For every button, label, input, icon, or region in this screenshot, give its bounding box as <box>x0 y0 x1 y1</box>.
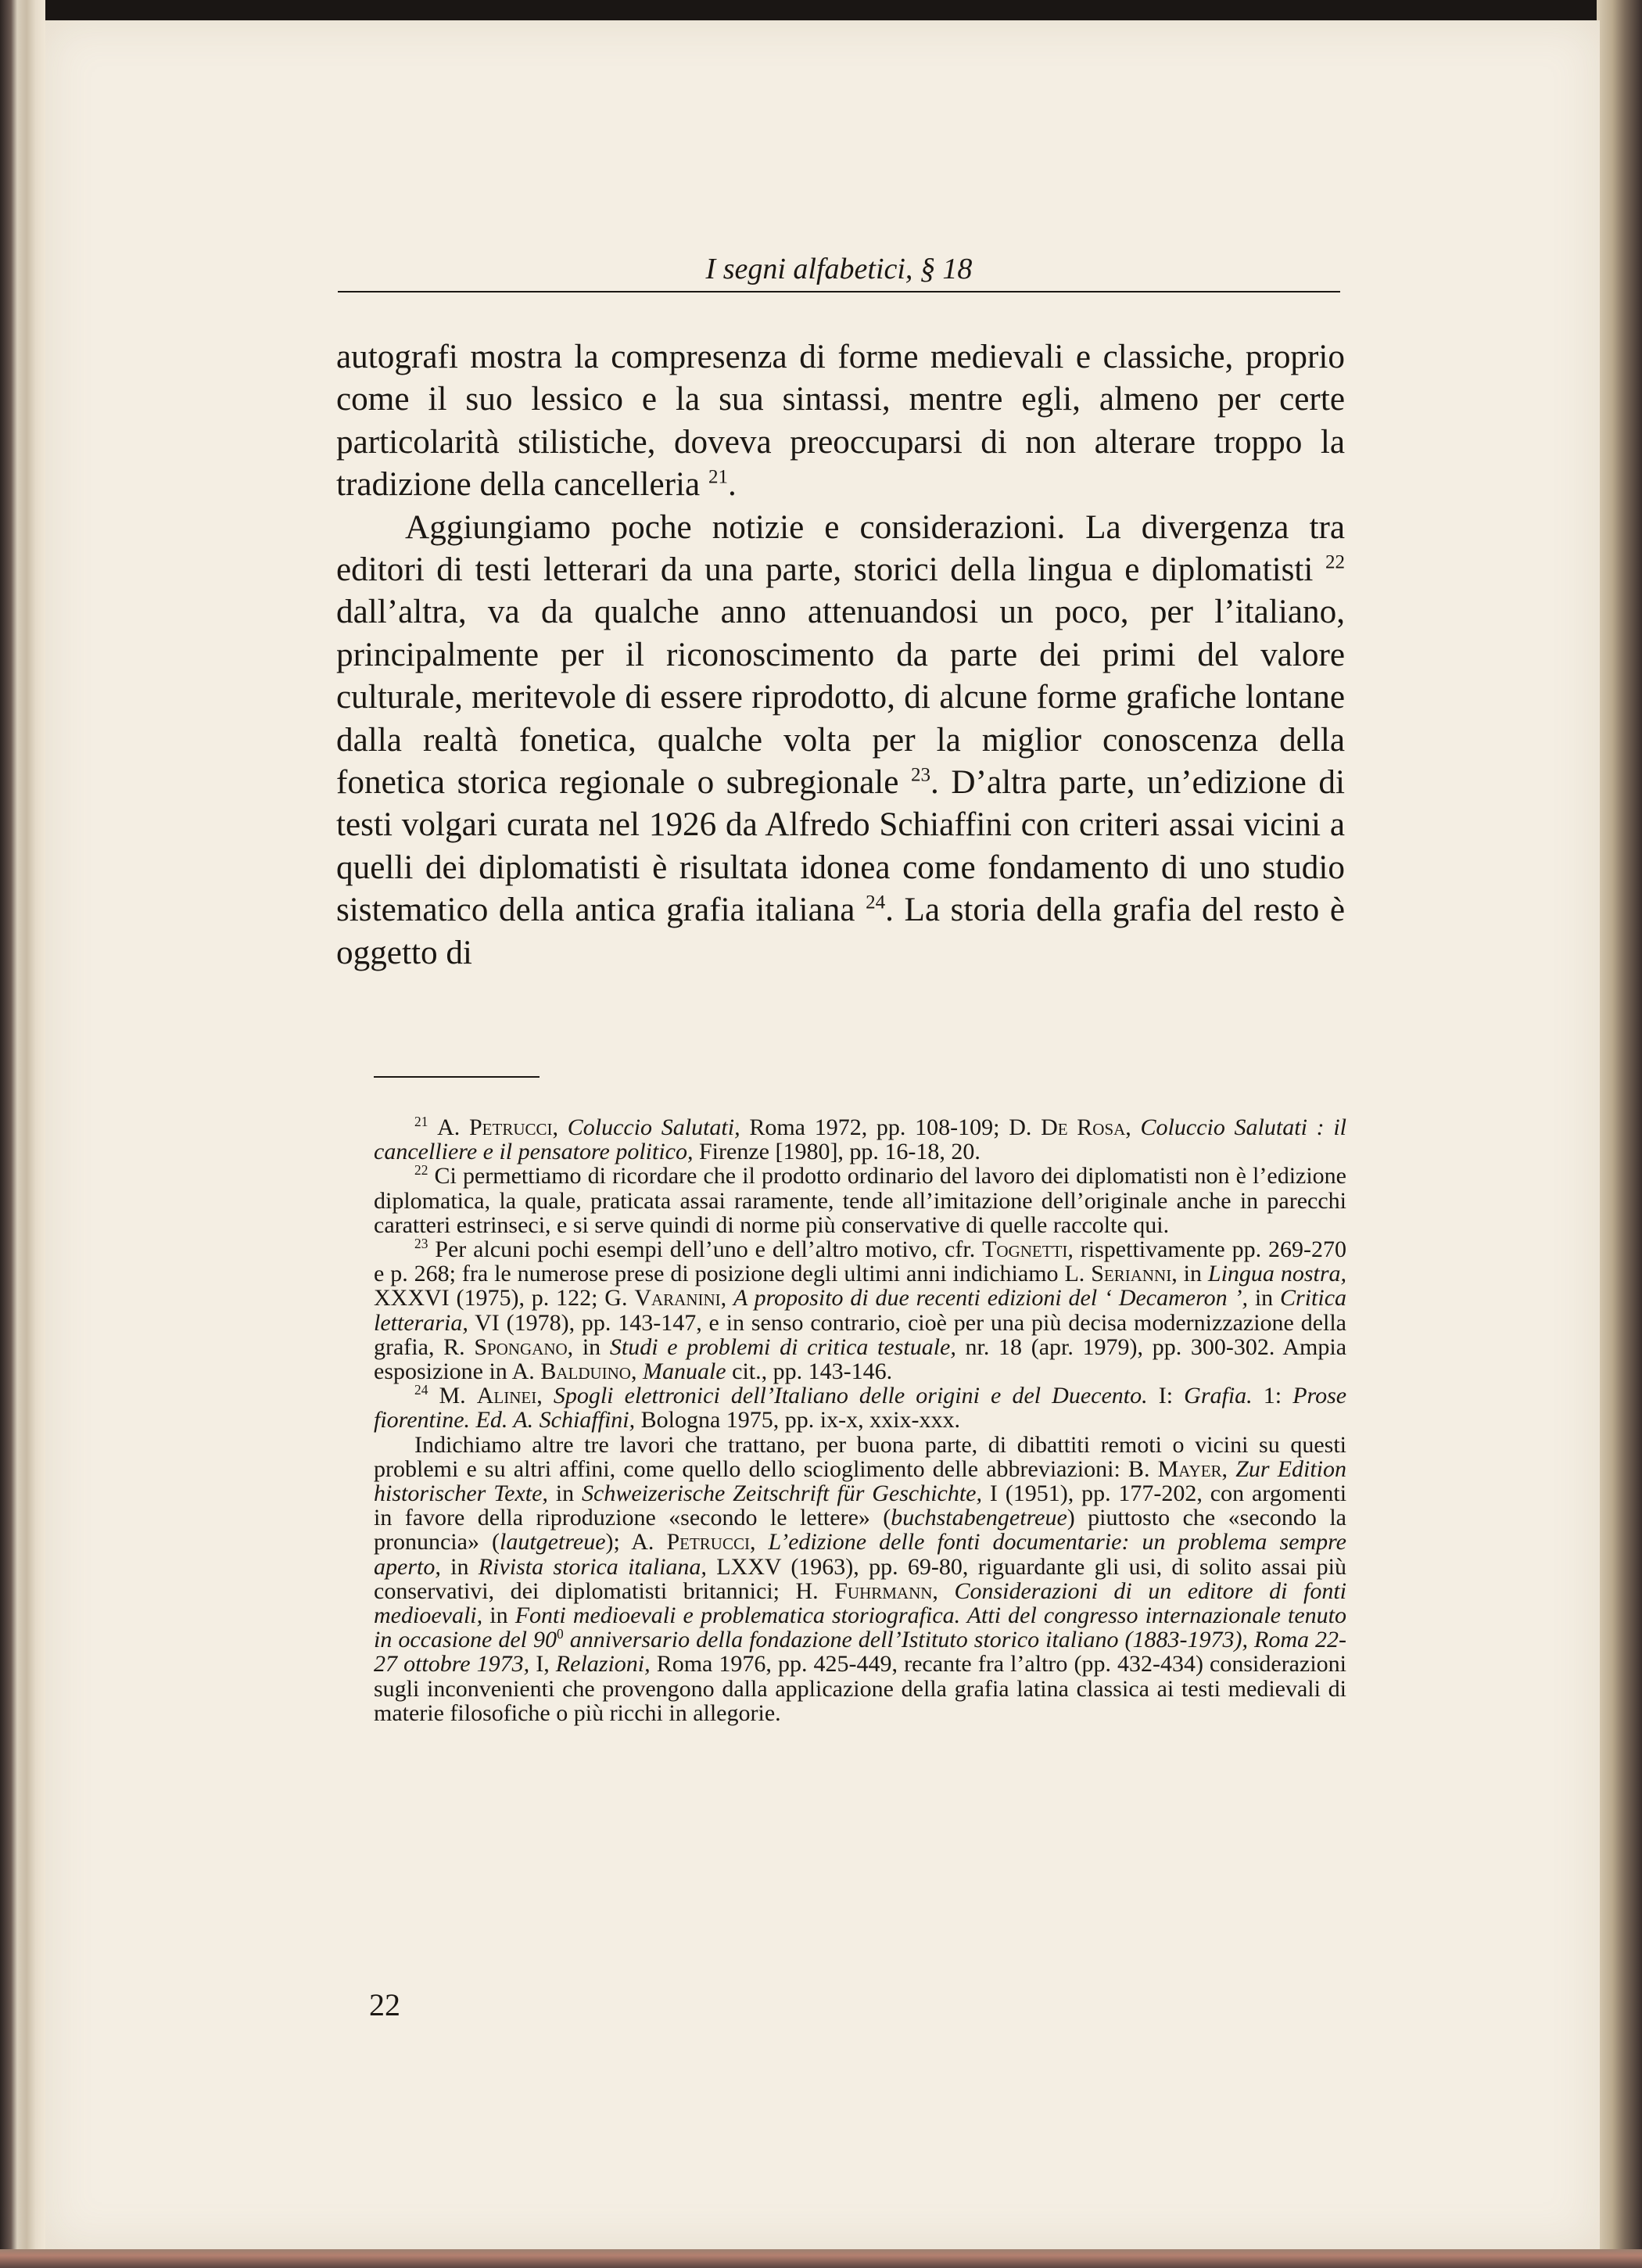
note-ref-21: 21 <box>708 466 729 488</box>
page-fore-edge <box>1597 0 1642 2268</box>
footnote-21: $^{21}$ A. Petrucci, Coluccio Salutati, Roma 1972, pp. 108-109; D. De Rosa, Coluccio Salutati : il cancelliere e il pensatore politico, Firenze [1980], pp. 16-18, 20. <box>374 1114 1346 1165</box>
paragraph-1: autografi mostra la compresenza di forme medievali e classiche, proprio come il suo lessico e la sua sintassi, mentre egli, almeno per certe particolarità stilistiche, doveva preoccuparsi di non alterare troppo la tradizione della cancelleria $^{21}$. <box>336 339 1345 504</box>
footnote-23: $^{23}$ Per alcuni pochi esempi dell’uno e dell’altro motivo, cfr. Tognetti, rispettivamente pp. 269-270 e p. 268; fra le numerose prese di posizione degli ultimi anni indichiamo L. Serianni, in Lingua nostra, XXXVI (1975), p. 122; G. Varanini, A proposito di due recenti edizioni del ‘ Decameron ’, in Critica letteraria, VI (1978), pp. 143-147, e in senso contrario, cioè per una più decisa modernizzazione della grafia, R. Spongano, in Studi e problemi di critica testuale, nr. 18 (apr. 1979), pp. 300-302. Ampia esposizione in A. Balduino, Manuale cit., pp. 143-146. <box>374 1236 1347 1385</box>
footnote-24-continued: Indichiamo altre tre lavori che trattano, per buona parte, di dibattiti remoti o vicini su questi problemi e su altri affini, come quello dello scioglimento delle abbreviazioni: B. Mayer, Zur Edition historischer Texte, in Schweizerische Zeitschrift für Geschichte, I (1951), pp. 177-202, con argomenti in favore della riproduzione «secondo le lettere» (buchstabengetreue) piuttosto che «secondo la pronuncia» (lautgetreue); A. Petrucci, L’edizione delle fonti documentarie: un problema sempre aperto, in Rivista storica italiana, LXXV (1963), pp. 69-80, riguardante gli usi, di solito assai più conservativi, dei diplomatisti britannici; H. Fuhrmann, Considerazioni di un editore di fonti medioevali, in Fonti medioevali e problematica storiografica. Atti del congresso internazionale tenuto in occasione del $90^0$ anniversario della fondazione dell’Istituto storico italiano (1883-1973), Roma 22-27 ottobre 1973, I, Relazioni, Roma 1976, pp. 425-449, recante fra l’altro (pp. 432-434) considerazioni sugli inconvenienti che provengono dalla applicazione della grafia latina classica ai testi medievali di materie filosofiche o più ricchi in allegorie. <box>374 1431 1347 1726</box>
footnotes <box>374 1115 1346 1725</box>
book-binding-edge <box>0 0 45 2268</box>
footnote-separator <box>374 1076 540 1078</box>
main-text <box>336 336 1345 974</box>
page-number: 22 <box>369 1987 400 2022</box>
running-header: I segni alfabetici, § 18 <box>338 247 1340 292</box>
note-ref-24: 24 <box>866 892 886 913</box>
paragraph-2: Aggiungiamo poche notizie e considerazioni. La divergenza tra editori di testi letterari da una parte, storici della lingua e diplomatisti $^{22}$ dall’altra, va da qualche anno attenuandosi un poco, per l’italiano, principalmente per il riconoscimento da parte dei primi del valore culturale, meritevole di essere riprodotto, di alcune forme grafiche lontane dalla realtà fonetica, qualche volta per la miglior conoscenza della fonetica storica regionale o subregionale $^{23}$. D’altra parte, un’edizione di testi volgari curata nel 1926 da Alfredo Schiaffini con criteri assai vicini a quelli dei diplomatisti è risultata idonea come fondamento di uno studio sistematico della antica grafia italiana $^{24}$. La storia della grafia del resto è oggetto di <box>336 508 1345 971</box>
scan-top-edge <box>0 0 1642 20</box>
scan-bottom-edge <box>0 2249 1642 2268</box>
note-ref-23: 23 <box>911 764 931 786</box>
note-ref-22: 22 <box>1325 551 1345 573</box>
footnote-24: $^{24}$ M. Alinei, Spogli elettronici dell’Italiano delle origini e del Duecento. I: Grafia. 1: Prose fiorentine. Ed. A. Schiaffini, Bologna 1975, pp. ix-x, xxix-xxx. <box>374 1382 1347 1434</box>
footnote-22: $^{22}$ Ci permettiamo di ricordare che il prodotto ordinario del lavoro dei diplomatisti non è l’edizione diplomatica, la quale, praticata assai raramente, tende all’imitazione dell’originale anche in parecchi caratteri estrinseci, e si serve quindi di norme più conservative di quelle raccolte qui. <box>374 1162 1346 1238</box>
